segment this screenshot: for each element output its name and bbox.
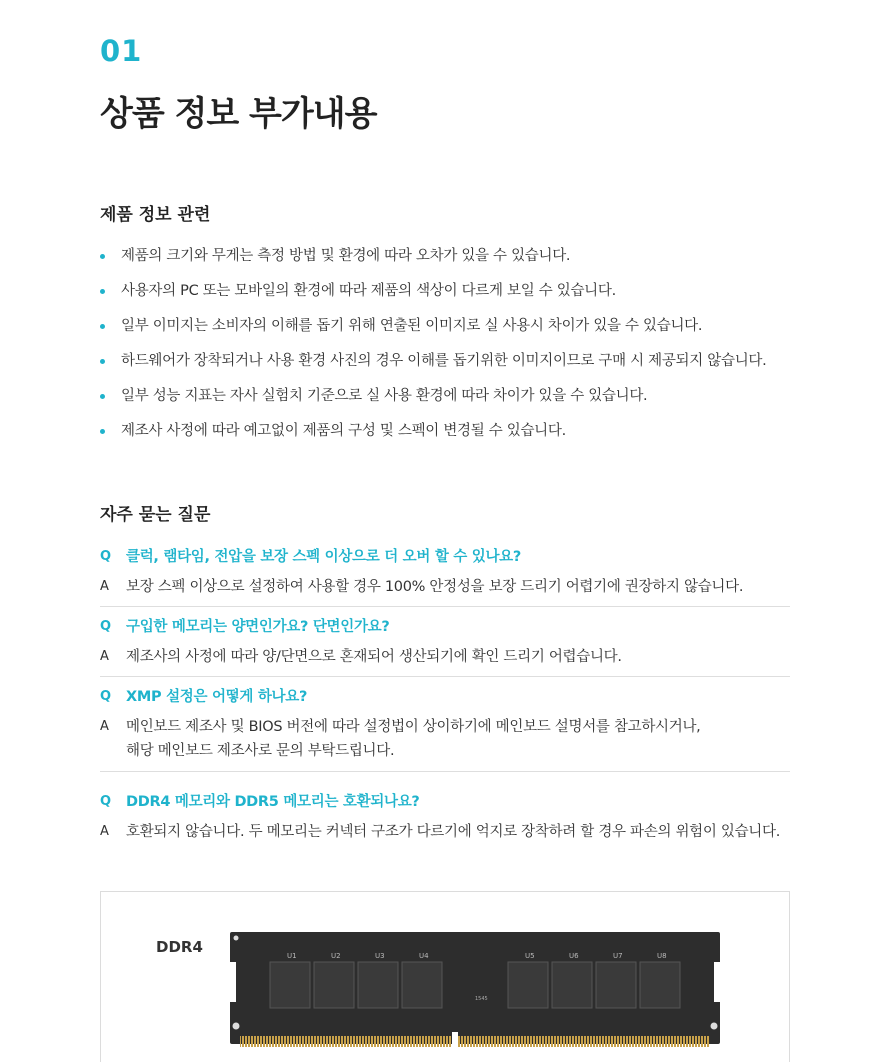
chip-label: U8	[657, 952, 667, 960]
faq-answer-text: 메인보드 제조사 및 BIOS 버전에 따라 설정법이 상이하기에 메인보드 설명서를 참고하시거나,	[126, 719, 701, 735]
answer-marker: A	[100, 824, 109, 839]
module-center-text: 1545	[475, 996, 488, 1002]
chip-label: U6	[569, 952, 579, 960]
faq-answer	[100, 645, 790, 669]
product-info-title: 제품 정보 관련	[100, 205, 211, 225]
answer-marker: A	[100, 719, 109, 734]
dram-chip	[358, 962, 398, 1008]
dram-chip	[402, 962, 442, 1008]
faq-question-text: 구입한 메모리는 양면인가요? 단면인가요?	[126, 619, 390, 635]
chip-label: U4	[419, 952, 429, 960]
question-marker: Q	[100, 619, 111, 634]
ddr4-label: DDR4	[156, 938, 203, 956]
faq-title: 자주 묻는 질문	[100, 505, 211, 525]
dram-chip	[596, 962, 636, 1008]
chip-label: U1	[287, 952, 297, 960]
list-item	[100, 243, 766, 278]
bullet-dot-icon	[100, 394, 105, 399]
bullet-dot-icon	[100, 254, 105, 259]
faq-answer-text: 해당 메인보드 제조사로 문의 부탁드립니다.	[126, 743, 395, 759]
chip-label: U7	[613, 952, 623, 960]
product-info-list	[100, 243, 766, 453]
answer-marker: A	[100, 649, 109, 664]
list-item-text: 하드웨어가 장착되거나 사용 환경 사진의 경우 이해를 돕기위한 이미지이므로 구매 시 제공되지 않습니다.	[121, 353, 767, 369]
question-marker: Q	[100, 794, 111, 809]
faq-item	[100, 615, 790, 669]
chip-label: U5	[525, 952, 535, 960]
faq-item	[100, 790, 790, 844]
list-item-text: 제품의 크기와 무게는 측정 방법 및 환경에 따라 오차가 있을 수 있습니다.	[121, 248, 571, 264]
faq-divider	[100, 606, 790, 607]
bullet-dot-icon	[100, 429, 105, 434]
faq-question	[100, 790, 790, 814]
module-image-box	[100, 891, 790, 1062]
dram-chip	[508, 962, 548, 1008]
bullet-dot-icon	[100, 289, 105, 294]
dram-chip	[552, 962, 592, 1008]
faq-question-text: 클럭, 램타임, 전압을 보장 스펙 이상으로 더 오버 할 수 있나요?	[126, 549, 521, 565]
list-item	[100, 313, 766, 348]
answer-marker: A	[100, 579, 109, 594]
list-item	[100, 348, 766, 383]
list-item	[100, 278, 766, 313]
bullet-dot-icon	[100, 359, 105, 364]
faq-question	[100, 545, 790, 569]
dram-chip	[640, 962, 680, 1008]
dram-chip	[270, 962, 310, 1008]
faq-answer-text: 제조사의 사정에 따라 양/단면으로 혼재되어 생산되기에 확인 드리기 어렵습니다.	[126, 649, 622, 665]
ddr4-module-image	[230, 932, 720, 1047]
list-item-text: 사용자의 PC 또는 모바일의 환경에 따라 제품의 색상이 다르게 보일 수 있습니다.	[121, 283, 616, 299]
faq-answer-text: 보장 스펙 이상으로 설정하여 사용할 경우 100% 안정성을 보장 드리기 어렵기에 권장하지 않습니다.	[126, 579, 744, 595]
page-title: 상품 정보 부가내용	[100, 94, 377, 134]
faq-item	[100, 685, 790, 763]
list-item	[100, 418, 766, 453]
faq-answer	[100, 575, 790, 599]
faq-question-text: DDR4 메모리와 DDR5 메모리는 호환되나요?	[126, 794, 420, 810]
faq-question	[100, 685, 790, 709]
dram-chip	[314, 962, 354, 1008]
faq-question-text: XMP 설정은 어떻게 하나요?	[126, 689, 308, 705]
list-item-text: 일부 성능 지표는 자사 실험치 기준으로 실 사용 환경에 따라 차이가 있을 수 있습니다.	[121, 388, 648, 404]
list-item-text: 제조사 사정에 따라 예고없이 제품의 구성 및 스펙이 변경될 수 있습니다.	[121, 423, 566, 439]
faq-divider	[100, 676, 790, 677]
list-item	[100, 383, 766, 418]
bullet-dot-icon	[100, 324, 105, 329]
faq-answer	[100, 715, 790, 763]
faq-question	[100, 615, 790, 639]
faq-item	[100, 545, 790, 599]
chip-label: U2	[331, 952, 341, 960]
faq-answer	[100, 820, 790, 844]
faq-answer-text: 호환되지 않습니다. 두 메모리는 커넥터 구조가 다르기에 억지로 장착하려 할 경우 파손의 위험이 있습니다.	[126, 824, 781, 840]
question-marker: Q	[100, 689, 111, 704]
section-number: 01	[100, 34, 143, 68]
chip-label: U3	[375, 952, 385, 960]
question-marker: Q	[100, 549, 111, 564]
list-item-text: 일부 이미지는 소비자의 이해를 돕기 위해 연출된 이미지로 실 사용시 차이가 있을 수 있습니다.	[121, 318, 703, 334]
faq-divider	[100, 771, 790, 772]
